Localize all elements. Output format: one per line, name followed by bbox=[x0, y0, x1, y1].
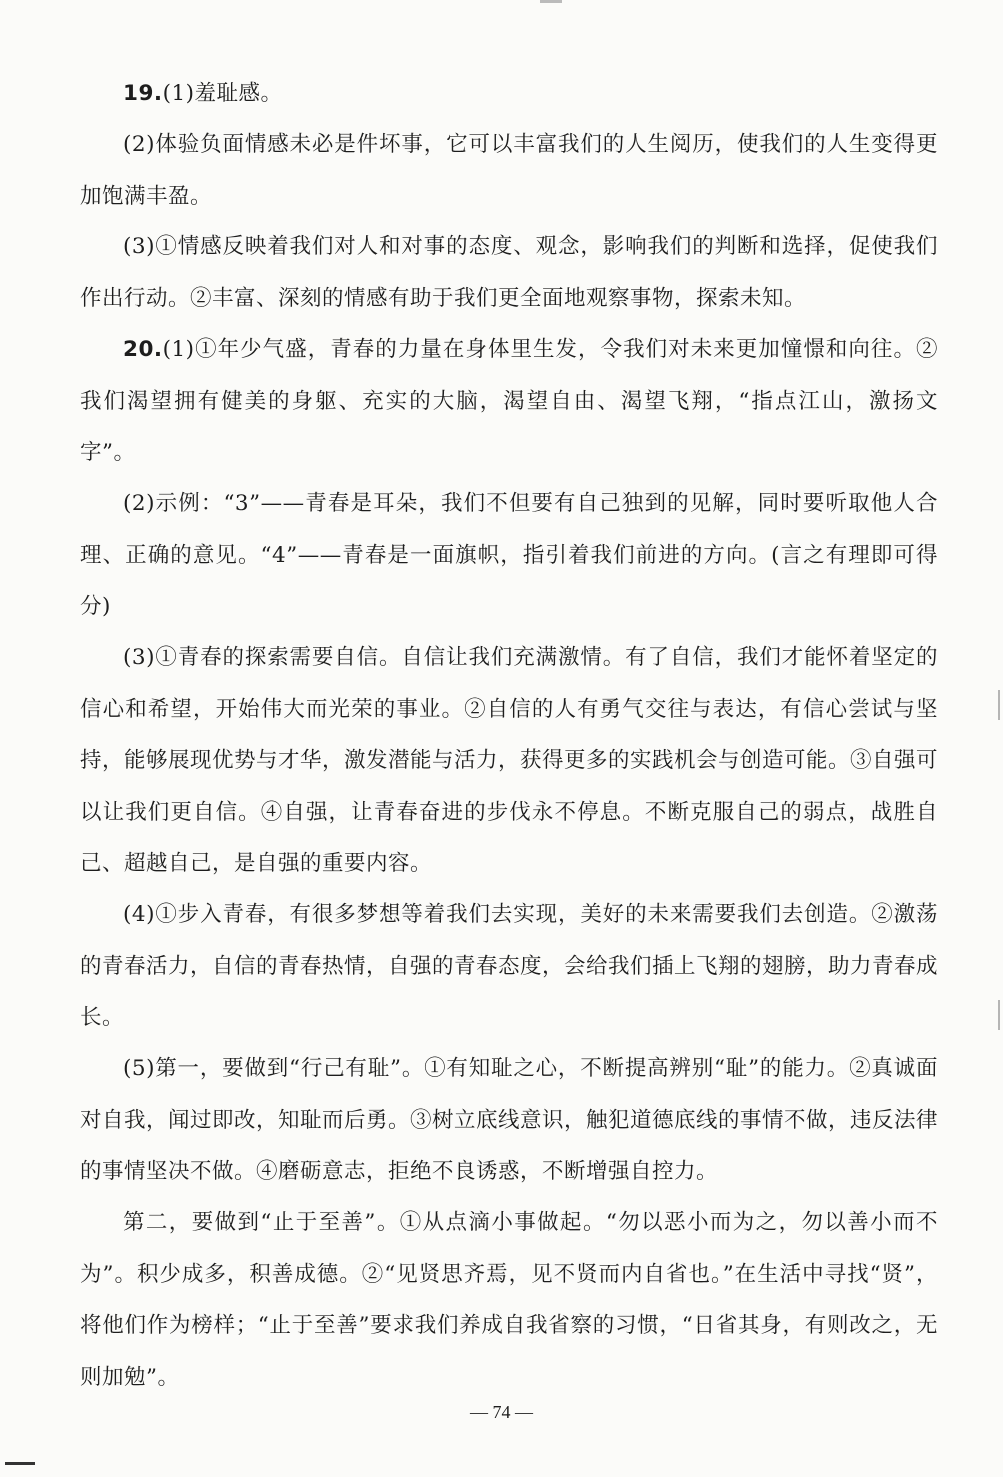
q20-part2: (2)示例：“3”——青春是耳朵，我们不但要有自己独到的见解，同时要听取他人合理、正确的意见。“4”——青春是一面旗帜，指引着我们前进的方向。(言之有理即可得分) bbox=[80, 491, 938, 619]
scan-mark-right-lower bbox=[998, 1000, 1000, 1030]
scan-mark-right-upper bbox=[998, 690, 1000, 720]
q20-part4: (4)①步入青春，有很多梦想等着我们去实现，美好的未来需要我们去创造。②激荡的青春活力，自信的青春热情，自强的青春态度，会给我们插上飞翔的翅膀，助力青春成长。 bbox=[80, 902, 939, 1030]
q19-part1 bbox=[80, 68, 938, 120]
q20-part1 bbox=[80, 324, 938, 479]
q20-part5-second: 第二，要做到“止于至善”。①从点滴小事做起。“勿以恶小而为之，勿以善小而不为”。积少成多，积善成德。②“见贤思齐焉，见不贤而内自省也。”在生活中寻找“贤”，将他们作为榜样；“止于至善”要求我们养成自我省察的习惯，“日省其身，有则改之，无则加勉”。 bbox=[80, 1210, 938, 1390]
page-number: — 74 — bbox=[470, 1402, 533, 1422]
q19-part1-text: (1)羞耻感。 bbox=[162, 81, 283, 106]
q20-part1-text: (1)①年少气盛，青春的力量在身体里生发，令我们对未来更加憧憬和向往。②我们渴望拥有健美的身躯、充实的大脑，渴望自由、渴望飞翔，“指点江山，激扬文字”。 bbox=[80, 337, 938, 465]
q19-part3: (3)①情感反映着我们对人和对事的态度、观念，影响我们的判断和选择，促使我们作出行动。②丰富、深刻的情感有助于我们更全面地观察事物，探索未知。 bbox=[80, 234, 938, 311]
q20-part5: (5)第一，要做到“行己有耻”。①有知耻之心，不断提高辨别“耻”的能力。②真诚面对自我，闻过即改，知耻而后勇。③树立底线意识，触犯道德底线的事情不做，违反法律的事情坚决不做。④磨砺意志，拒绝不良诱惑，不断增强自控力。 bbox=[80, 1056, 939, 1184]
q20-number: 20. bbox=[123, 337, 163, 362]
q19-part2: (2)体验负面情感未必是件坏事，它可以丰富我们的人生阅历，使我们的人生变得更加饱满丰盈。 bbox=[80, 132, 938, 209]
scan-mark-corner bbox=[5, 1462, 35, 1473]
q20-part3: (3)①青春的探索需要自信。自信让我们充满激情。有了自信，我们才能怀着坚定的信心和希望，开始伟大而光荣的事业。②自信的人有勇气交往与表达，有信心尝试与坚持，能够展现优势与才华，激发潜能与活力，获得更多的实践机会与创造可能。③自强可以让我们更自信。④自强，让青春奋进的步伐永不停息。不断克服自己的弱点，战胜自己、超越自己，是自强的重要内容。 bbox=[80, 645, 939, 876]
scan-mark-top bbox=[540, 0, 562, 3]
q19-number: 19. bbox=[123, 81, 163, 106]
